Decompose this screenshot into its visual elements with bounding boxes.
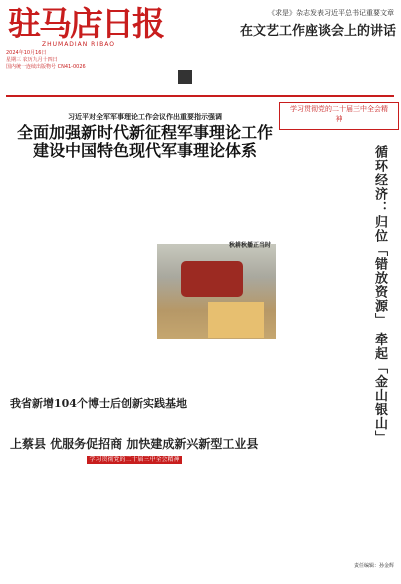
photo-label: 秋耕秋播正当时 xyxy=(228,242,271,249)
issue-date: 2024年10月16日 xyxy=(6,50,47,56)
lead-headline-line2: 建设中国特色现代军事理论体系 xyxy=(32,141,257,160)
top-article-title[interactable]: 在文艺工作座谈会上的讲话 xyxy=(239,24,396,39)
tractor-photo-shape xyxy=(181,261,243,297)
page-footer: 责任编辑：孙金辉 xyxy=(353,563,394,569)
masthead: 驻马店日报 xyxy=(8,4,163,43)
tertiary-headline[interactable]: 上蔡县 优服务促招商 加快建成新兴新型工业县 xyxy=(10,437,259,451)
masthead-pinyin: ZHUMADIAN RIBAO xyxy=(42,41,115,48)
header-divider xyxy=(6,95,394,97)
lead-headline[interactable] xyxy=(10,124,280,160)
lead-headline-line1: 全面加强新时代新征程军事理论工作 xyxy=(16,123,273,142)
issue-code: 国内统一连续出版物号 CN41-0026 xyxy=(6,64,86,70)
side-banner[interactable]: 学习贯彻党的二十届三中全会精神 xyxy=(290,105,388,123)
grain-photo-shape xyxy=(208,302,264,338)
qr-code-icon xyxy=(178,70,192,84)
secondary-headline[interactable]: 我省新增104个博士后创新实践基地 xyxy=(10,397,187,410)
issue-calendar: 星期三 农历九月十四日 xyxy=(6,57,58,63)
top-article-kicker[interactable]: 《求是》杂志发表习近平总书记重要文章 xyxy=(268,9,394,17)
lead-pretitle[interactable]: 习近平对全军军事理论工作会议作出重要指示强调 xyxy=(68,112,222,121)
issue-meta xyxy=(6,50,116,71)
bottom-banner[interactable]: 学习贯彻党的二十届三中全会精神 xyxy=(87,456,182,464)
side-vertical-headline[interactable]: 循环经济：归位「错放资源」 牵起「金山银山」 xyxy=(372,145,387,445)
